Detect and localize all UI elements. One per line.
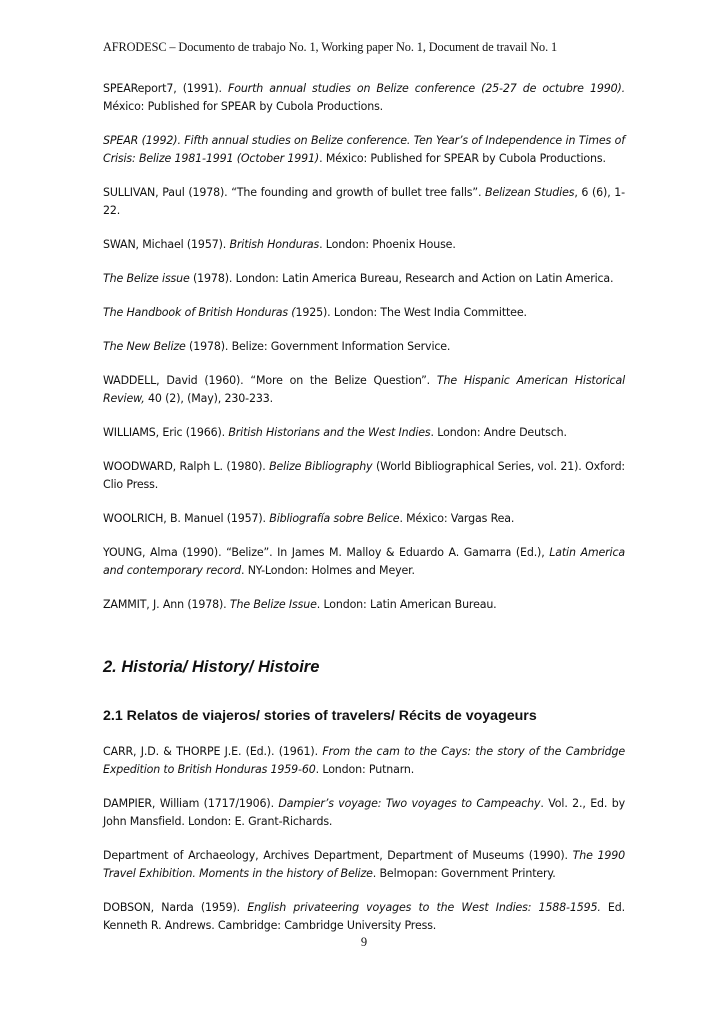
bibliography-entry xyxy=(103,304,625,322)
entry-text: YOUNG, Alma (1990). “Belize”. In James M. Malloy & Eduardo A. Gamarra (Ed.), xyxy=(103,546,550,559)
entry-title-italic: SPEAR (1992). Fifth annual studies on Belize conference. Ten Year’s of Independence in Times of Crisis: Belize 1981-1991 (October 1991) xyxy=(103,134,625,165)
entry-text: WOOLRICH, B. Manuel (1957). xyxy=(103,512,270,525)
entry-text: (World Bibliographical Series, vol. 21). Oxford: Clio Press. xyxy=(103,460,625,491)
entry-text: Ed. Kenneth R. Andrews. Cambridge: Cambridge University Press. xyxy=(103,901,625,932)
entry-text: . London: Putnarn. xyxy=(315,763,415,776)
entry-text: SWAN, Michael (1957). xyxy=(103,238,230,251)
entry-title-italic: Bibliografía sobre Belice xyxy=(269,512,400,525)
entry-title-italic: The Handbook of British Honduras ( xyxy=(103,306,296,319)
bibliography-entry xyxy=(103,847,625,883)
entry-text: WOODWARD, Ralph L. (1980). xyxy=(103,460,270,473)
entry-title-italic: The New Belize xyxy=(103,340,186,353)
entry-text: 1925). London: The West India Committee. xyxy=(295,306,527,319)
entry-title-italic: Belizean Studies xyxy=(485,186,575,199)
entry-text: (1978). Belize: Government Information Service. xyxy=(185,340,451,353)
bibliography-entry xyxy=(103,899,625,935)
entry-text: . Vol. 2., Ed. by John Mansfield. London: E. Grant-Richards. xyxy=(103,797,626,828)
entry-text: SPEAReport7, (1991). xyxy=(103,82,229,95)
bibliography-entry xyxy=(103,184,625,220)
entry-text: . London: Latin American Bureau. xyxy=(316,598,497,611)
page-number: 9 xyxy=(360,935,368,949)
entry-text: ZAMMIT, J. Ann (1978). xyxy=(103,598,230,611)
entry-title-italic: Fourth annual studies on Belize conference (25-27 de octubre 1990). xyxy=(228,82,625,95)
entry-text: . México: Published for SPEAR by Cubola Productions. xyxy=(319,152,606,165)
entry-text: CARR, J.D. & THORPE J.E. (Ed.). (1961). xyxy=(103,745,323,758)
entry-text: SULLIVAN, Paul (1978). “The founding and growth of bullet tree falls”. xyxy=(103,186,486,199)
entry-text: Department of Archaeology, Archives Department, Department of Museums (1990). xyxy=(103,849,573,862)
subsection-heading: 2.1 Relatos de viajeros/ stories of travelers/ Récits de voyageurs xyxy=(103,708,537,724)
bibliography-entry xyxy=(103,510,625,528)
entry-title-italic: Belize Bibliography xyxy=(269,460,373,473)
entry-title-italic: The Belize issue xyxy=(103,272,190,285)
entry-title-italic: The 1990 Travel Exhibition. Moments in the history of Belize xyxy=(103,849,625,880)
bibliography-entry xyxy=(103,338,625,356)
bibliography-entry xyxy=(103,544,625,580)
bibliography-entry xyxy=(103,795,625,831)
bibliography-entry xyxy=(103,270,625,288)
bibliography-entry xyxy=(103,596,625,614)
entry-title-italic: British Historians and the West Indies xyxy=(228,426,431,439)
entry-text: WADDELL, David (1960). “More on the Belize Question”. xyxy=(103,374,437,387)
entry-text: 40 (2), (May), 230-233. xyxy=(144,392,273,405)
entry-title-italic: From the cam to the Cays: the story of the Cambridge Expedition to British Honduras 1959-60 xyxy=(103,745,625,776)
entry-title-italic: The Belize Issue xyxy=(229,598,317,611)
entry-text: (1978). London: Latin America Bureau, Research and Action on Latin America. xyxy=(189,272,614,285)
entry-title-italic: The Hispanic American Historical Review, xyxy=(103,374,625,405)
entry-text: DAMPIER, William (1717/1906). xyxy=(103,797,279,810)
running-header: AFRODESC – Documento de trabajo No. 1, Working paper No. 1, Document de travail No. 1 xyxy=(103,40,558,54)
bibliography-list-travelers xyxy=(103,743,625,935)
entry-text: WILLIAMS, Eric (1966). xyxy=(103,426,229,439)
entry-title-italic: English privateering voyages to the West Indies: 1588-1595. xyxy=(247,901,601,914)
section-heading: 2. Historia/ History/ Histoire xyxy=(103,658,320,676)
bibliography-entry xyxy=(103,743,625,779)
bibliography-list xyxy=(103,80,625,614)
bibliography-entry xyxy=(103,80,625,116)
bibliography-entry xyxy=(103,372,625,408)
entry-title-italic: Latin America and contemporary record xyxy=(103,546,625,577)
entry-title-italic: British Honduras xyxy=(229,238,320,251)
entry-text: . NY-London: Holmes and Meyer. xyxy=(240,564,415,577)
bibliography-entry xyxy=(103,236,625,254)
entry-text: . London: Phoenix House. xyxy=(319,238,456,251)
entry-text: México: Published for SPEAR by Cubola Productions. xyxy=(103,100,384,113)
document-page xyxy=(103,40,625,951)
entry-text: , 6 (6), 1-22. xyxy=(103,186,625,217)
entry-text: . México: Vargas Rea. xyxy=(399,512,515,525)
entry-text: DOBSON, Narda (1959). xyxy=(103,901,248,914)
bibliography-entry xyxy=(103,458,625,494)
bibliography-entry xyxy=(103,424,625,442)
entry-text: . London: Andre Deutsch. xyxy=(430,426,567,439)
bibliography-entry xyxy=(103,132,625,168)
entry-title-italic: Dampier’s voyage: Two voyages to Campeachy xyxy=(278,797,541,810)
entry-text: . Belmopan: Government Printery. xyxy=(372,867,556,880)
